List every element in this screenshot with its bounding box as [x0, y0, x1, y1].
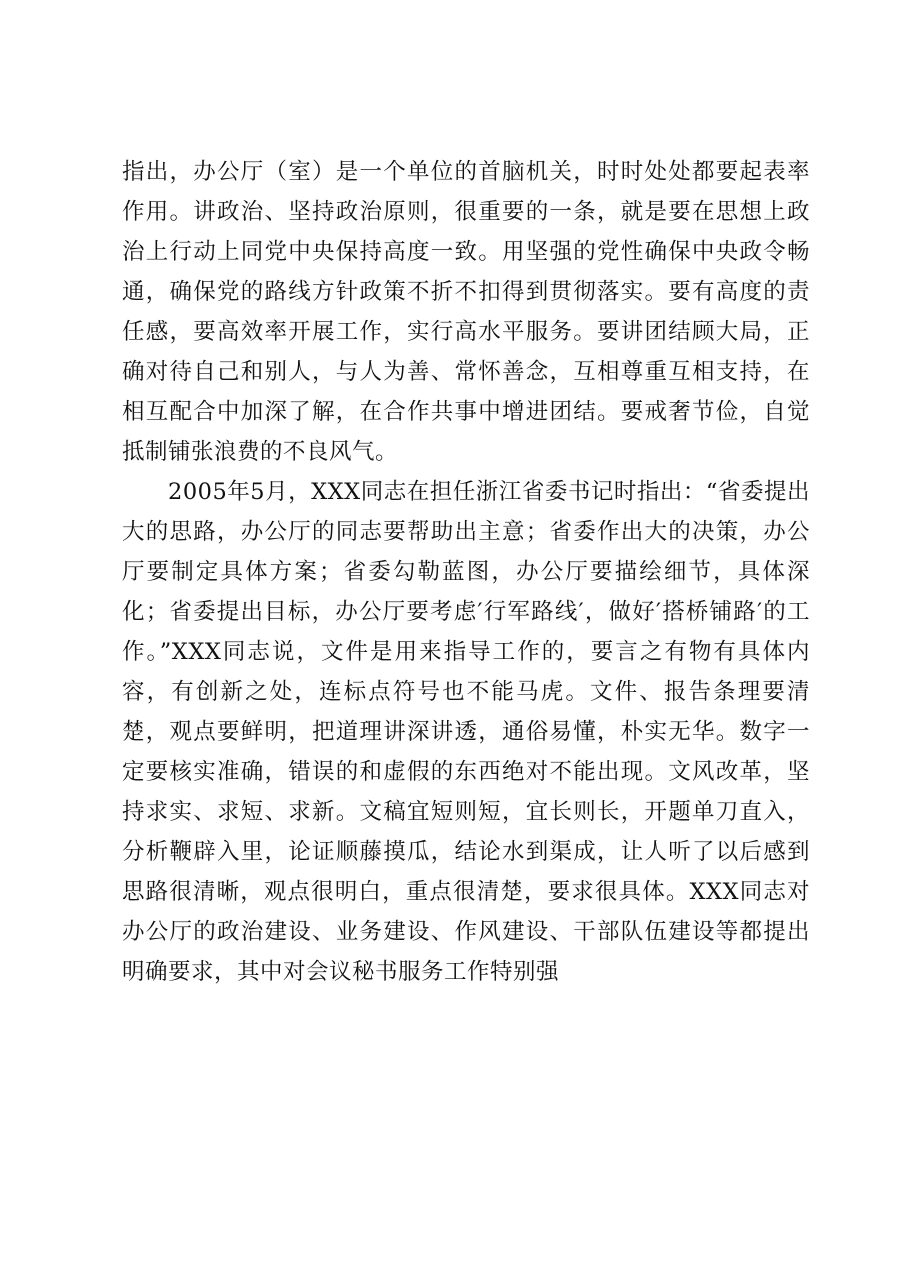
document-body: [122, 152, 810, 992]
paragraph-continued: 指出，办公厅（室）是一个单位的首脑机关，时时处处都要起表率作用。讲政治、坚持政治原则，很重要的一条，就是要在思想上政治上行动上同党中央保持高度一致。用坚强的党性确保中央政令畅通，确保党的路线方针政策不折不扣得到贯彻落实。要有高度的责任感，要高效率开展工作，实行高水平服务。要讲团结顾大局，正确对待自己和别人，与人为善、常怀善念，互相尊重互相支持，在相互配合中加深了解，在合作共事中增进团结。要戒奢节俭，自觉抵制铺张浪费的不良风气。: [122, 159, 810, 465]
paragraph-2005-speech: 2005年5月，XXX同志在担任浙江省委书记时指出：“省委提出大的思路，办公厅的同志要帮助出主意；省委作出大的决策，办公厅要制定具体方案；省委勾勒蓝图，办公厅要描绘细节，具体深化；省委提出目标，办公厅要考虑′行军路线′，做好′搭桥铺路′的工作。”XXX同志说，文件是用来指导工作的，要言之有物有具体内容，有创新之处，连标点符号也不能马虎。文件、报告条理要清楚，观点要鲜明，把道理讲深讲透，通俗易懂，朴实无华。数字一定要核实准确，错误的和虚假的东西绝对不能出现。文风改革，坚持求实、求短、求新。文稿宜短则短，宜长则长，开题单刀直入，分析鞭辟入里，论证顺藤摸瓜，结论水到渠成，让人听了以后感到思路很清晰，观点很明白，重点很清楚，要求很具体。XXX同志对办公厅的政治建设、业务建设、作风建设、干部队伍建设等都提出明确要求，其中对会议秘书服务工作特别强: [122, 479, 810, 985]
